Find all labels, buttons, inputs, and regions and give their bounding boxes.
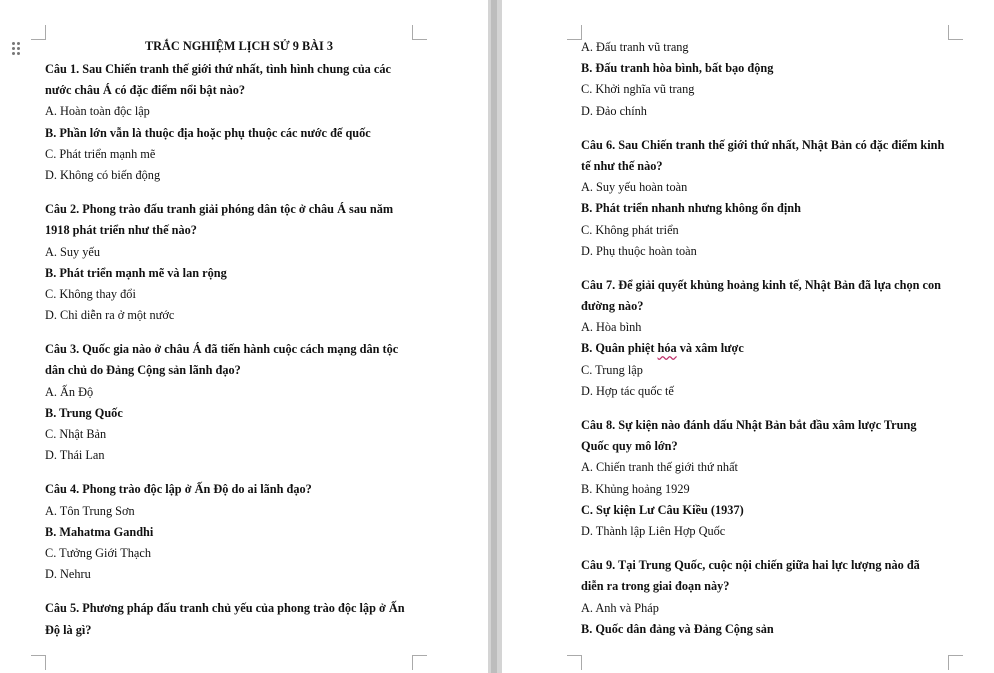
answer-option: C. Trung lập xyxy=(581,362,643,377)
question-text: Câu 9. Tại Trung Quốc, cuộc nội chiến giữa hai lực lượng nào đã xyxy=(581,558,920,573)
question-text: Quốc quy mô lớn? xyxy=(581,439,678,454)
question-block xyxy=(45,479,445,585)
question-block xyxy=(45,339,445,466)
answer-option-correct: B. Mahatma Gandhi xyxy=(45,524,154,539)
answer-option: D. Thái Lan xyxy=(45,448,105,463)
question-spacer xyxy=(45,585,445,598)
question-text: Câu 6. Sau Chiến tranh thế giới thứ nhất, Nhật Bản có đặc điểm kinh xyxy=(581,137,945,152)
question-block xyxy=(45,199,445,326)
question-spacer xyxy=(45,326,445,339)
question-text: Câu 4. Phong trào độc lập ở Ấn Độ do ai lãnh đạo? xyxy=(45,482,312,497)
question-text: dân chủ do Đảng Cộng sản lãnh đạo? xyxy=(45,363,241,378)
answer-option: C. Không thay đổi xyxy=(45,286,136,301)
answer-option-correct: B. Phát triển nhanh nhưng không ổn định xyxy=(581,201,801,216)
answer-option-correct: C. Sự kiện Lư Câu Kiều (1937) xyxy=(581,502,744,517)
answer-option: D. Nehru xyxy=(45,567,91,582)
answer-option: A. Chiến tranh thế giới thứ nhất xyxy=(581,460,738,475)
answer-option: C. Tưởng Giới Thạch xyxy=(45,545,151,560)
answer-option: C. Nhật Bản xyxy=(45,427,107,441)
answer-option: D. Chỉ diễn ra ở một nước xyxy=(45,308,175,323)
crop-mark-bottom-right xyxy=(412,655,427,670)
answer-option-correct: B. Quân phiệt hóa và xâm lược xyxy=(581,341,744,356)
question-text: Câu 3. Quốc gia nào ở châu Á đã tiến hành cuộc cách mạng dân tộc xyxy=(45,342,399,357)
answer-option-correct: B. Quốc dân đảng và Đảng Cộng sản xyxy=(581,621,774,636)
question-text: 1918 phát triển như thế nào? xyxy=(45,223,197,238)
answer-option: D. Đảo chính xyxy=(581,103,647,118)
answer-option: A. Tôn Trung Sơn xyxy=(45,503,135,518)
spellcheck-underline[interactable]: hóa xyxy=(657,341,677,356)
page-gutter xyxy=(488,0,502,673)
answer-option-correct: B. Trung Quốc xyxy=(45,405,123,420)
question-text: Câu 1. Sau Chiến tranh thế giới thứ nhất, tình hình chung của các xyxy=(45,62,391,76)
question-block xyxy=(581,415,961,542)
question-text: tế như thế nào? xyxy=(581,158,663,173)
answer-option: C. Khởi nghĩa vũ trang xyxy=(581,82,695,97)
right-page-content[interactable] xyxy=(581,37,961,640)
question-spacer xyxy=(45,186,445,199)
crop-mark-top-left xyxy=(31,25,46,40)
question-spacer xyxy=(581,262,961,275)
question-text: diễn ra trong giai đoạn này? xyxy=(581,579,730,594)
crop-mark-top-left xyxy=(567,25,582,40)
move-handle-icon[interactable] xyxy=(12,42,22,56)
answer-option: A. Ấn Độ xyxy=(45,384,94,399)
question-text: nước châu Á có đặc điểm nổi bật nào? xyxy=(45,83,246,98)
question-spacer xyxy=(45,466,445,479)
question-block xyxy=(45,59,445,186)
question-spacer xyxy=(581,402,961,415)
answer-option: A. Hoàn toàn độc lập xyxy=(45,104,150,119)
question-text: Câu 7. Để giải quyết khủng hoảng kinh tế, Nhật Bản đã lựa chọn con xyxy=(581,277,941,292)
answer-option-correct: B. Phát triển mạnh mẽ và lan rộng xyxy=(45,265,227,280)
question-text: Độ là gì? xyxy=(45,622,92,637)
answer-option: A. Hòa bình xyxy=(581,320,642,335)
answer-option: A. Suy yếu hoàn toàn xyxy=(581,180,688,195)
question-spacer xyxy=(581,542,961,555)
answer-option: D. Thành lập Liên Hợp Quốc xyxy=(581,523,726,538)
answer-option: B. Khủng hoảng 1929 xyxy=(581,481,690,496)
document-page-left xyxy=(0,0,488,673)
answer-option: D. Phụ thuộc hoàn toàn xyxy=(581,243,697,258)
question-block xyxy=(581,275,961,402)
answer-option-correct: B. Phần lớn vẫn là thuộc địa hoặc phụ thuộc các nước đế quốc xyxy=(45,125,371,140)
document-title: TRẮC NGHIỆM LỊCH SỬ 9 BÀI 3 xyxy=(144,39,334,53)
question-block xyxy=(45,598,445,640)
question-spacer xyxy=(581,122,961,135)
answer-option: D. Hợp tác quốc tế xyxy=(581,383,674,398)
question-block xyxy=(581,555,961,640)
answer-option: C. Phát triển mạnh mẽ xyxy=(45,146,156,161)
answer-option: A. Anh và Pháp xyxy=(581,600,659,615)
question-text: đường nào? xyxy=(581,299,644,314)
question-text: Câu 8. Sự kiện nào đánh dấu Nhật Bản bắt đầu xâm lược Trung xyxy=(581,418,917,432)
answer-option: C. Không phát triển xyxy=(581,222,679,237)
question-text: Câu 2. Phong trào đấu tranh giải phóng dân tộc ở châu Á sau năm xyxy=(45,202,394,217)
answer-option: D. Không có biến động xyxy=(45,167,161,182)
answer-option-correct: B. Đấu tranh hòa bình, bất bạo động xyxy=(581,61,774,76)
crop-mark-bottom-left xyxy=(567,655,582,670)
answer-option: A. Suy yếu xyxy=(45,244,100,259)
question-block xyxy=(581,135,961,262)
question-text: Câu 5. Phương pháp đấu tranh chủ yếu của phong trào độc lập ở Ấn xyxy=(45,601,405,616)
answer-option: A. Đấu tranh vũ trang xyxy=(581,40,689,54)
crop-mark-bottom-right xyxy=(948,655,963,670)
document-page-right xyxy=(502,0,994,673)
left-page-content[interactable] xyxy=(45,37,445,641)
crop-mark-bottom-left xyxy=(31,655,46,670)
